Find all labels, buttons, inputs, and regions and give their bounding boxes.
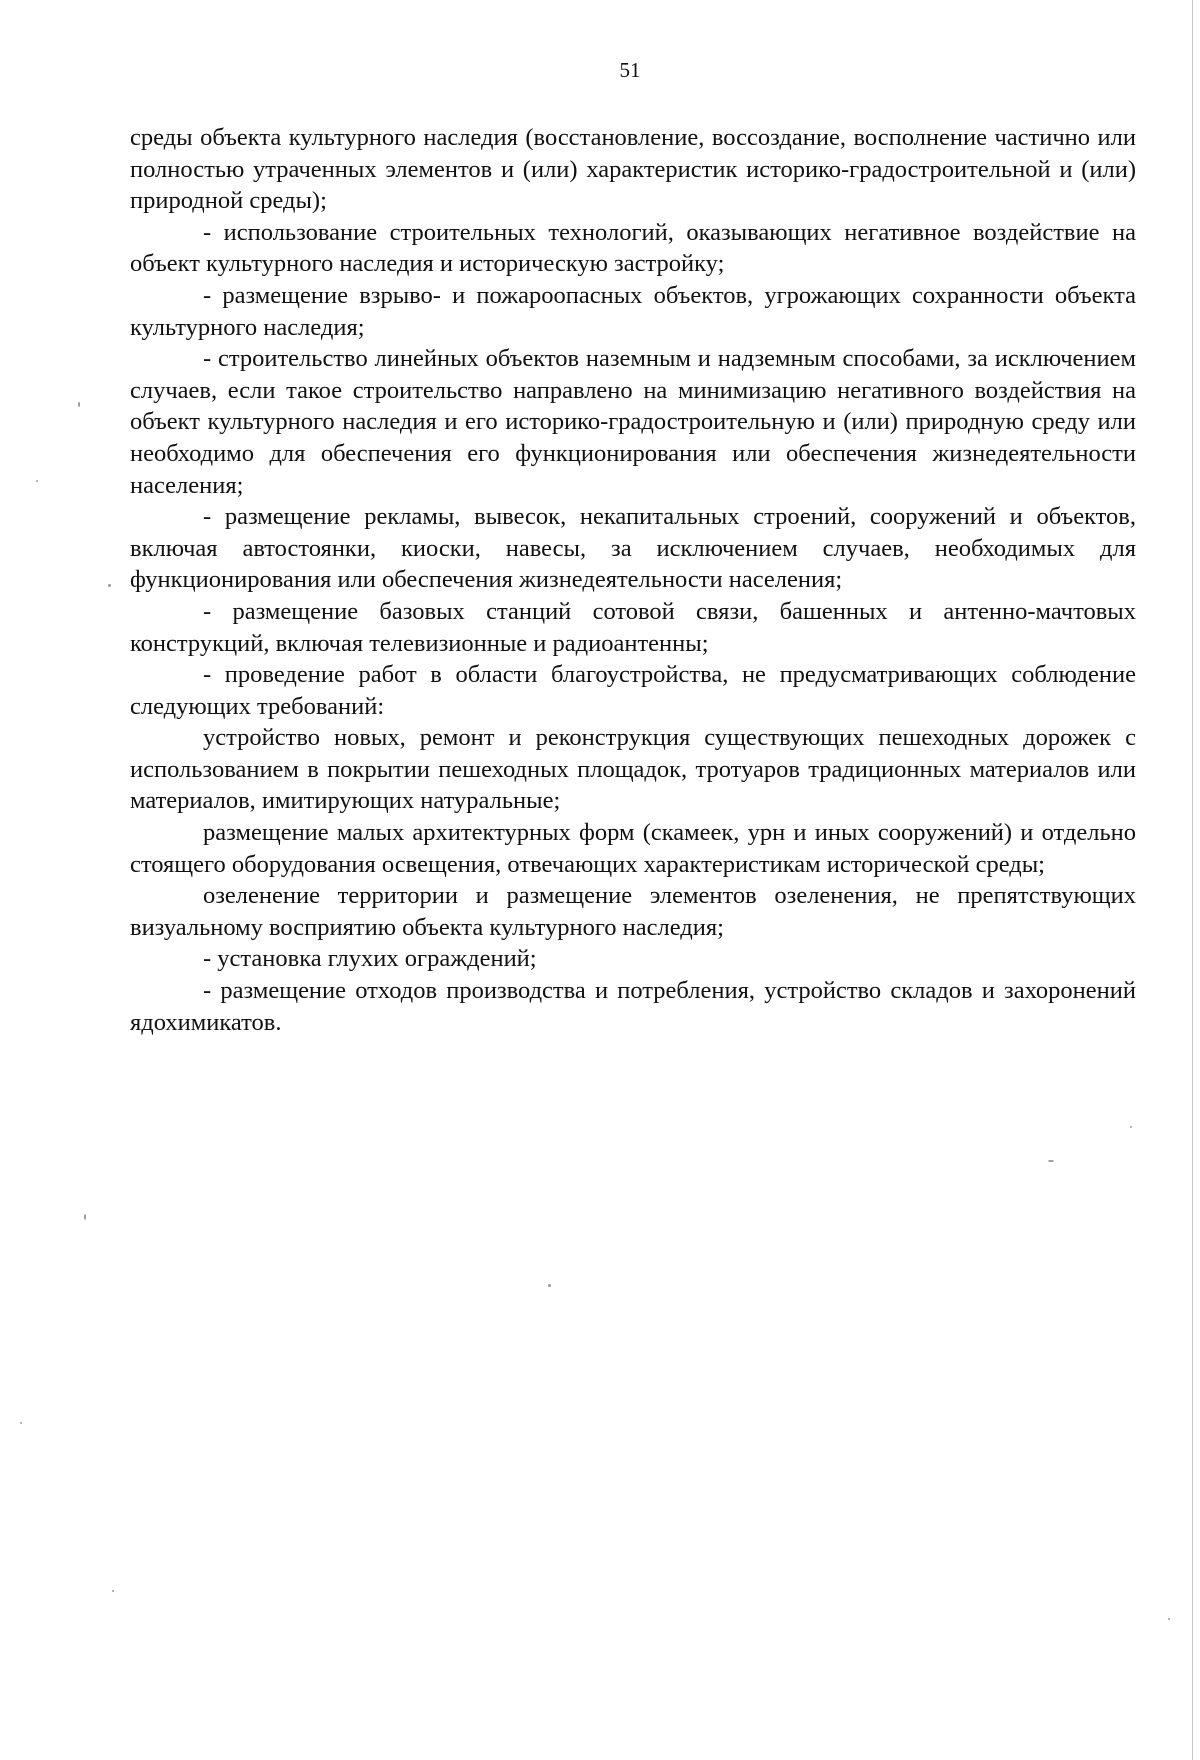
list-item-advertising: - размещение рекламы, вывесок, некапитальных строений, сооружений и объектов, включая автостоянки, киоски, навесы, за исключением случаев, необходимых для функционирования или обеспечения жизнедеятельности населения; xyxy=(130,503,1136,594)
scan-speck xyxy=(36,480,38,482)
scan-speck xyxy=(84,1214,86,1220)
list-item-hazardous-objects: - размещение взрыво- и пожароопасных объектов, угрожающих сохранности объекта культурного наследия; xyxy=(130,281,1136,341)
list-item-cellular-stations: - размещение базовых станций сотовой связи, башенных и антенно-мачтовых конструкций, включая телевизионные и радиоантенны; xyxy=(130,597,1136,657)
list-item-fences: - установка глухих ограждений; xyxy=(203,945,537,973)
requirement-small-forms: размещение малых архитектурных форм (скамеек, урн и иных сооружений) и отдельно стоящего оборудования освещения, отвечающих характеристикам исторической среды; xyxy=(130,819,1136,878)
requirement-walkways: устройство новых, ремонт и реконструкция существующих пешеходных дорожек с использованием в покрытии пешеходных площадок, тротуаров традиционных материалов или материалов, имитирующих натуральные; xyxy=(130,724,1136,815)
paragraph-continuation: среды объекта культурного наследия (восстановление, воссоздание, восполнение частично или полностью утраченных элементов и (или) характеристик историко-градостроительной и (или) природной среды); xyxy=(130,124,1136,215)
scan-speck xyxy=(1130,1126,1132,1128)
scan-speck xyxy=(108,584,111,587)
document-body xyxy=(130,122,1136,1038)
scan-speck xyxy=(20,1422,22,1424)
scan-speck xyxy=(1048,1160,1054,1162)
scan-edge-line xyxy=(1192,0,1193,1760)
list-item-construction-technologies: - использование строительных технологий, оказывающих негативное воздействие на объект культурного наследия и историческую застройку; xyxy=(130,218,1136,278)
scan-speck xyxy=(112,1590,114,1592)
page-number: 51 xyxy=(619,58,641,82)
list-item-waste: - размещение отходов производства и потребления, устройство складов и захоронений ядохимикатов. xyxy=(130,977,1136,1036)
scan-speck xyxy=(548,1284,551,1287)
list-item-landscaping-works: - проведение работ в области благоустройства, не предусматривающих соблюдение следующих требований: xyxy=(130,661,1136,720)
scan-speck xyxy=(78,402,80,407)
list-item-linear-objects: - строительство линейных объектов наземным и надземным способами, за исключением случаев, если такое строительство направлено на минимизацию негативного воздействия на объект культурного наследия и его историко-градостроительную и (или) природную среду или необходимо для обеспечения его функционирования или обеспечения жизнедеятельности населения; xyxy=(130,345,1136,499)
requirement-greening: озеленение территории и размещение элементов озеленения, не препятствующих визуальному восприятию объекта культурного наследия; xyxy=(130,882,1136,941)
scan-speck xyxy=(1168,1618,1170,1620)
